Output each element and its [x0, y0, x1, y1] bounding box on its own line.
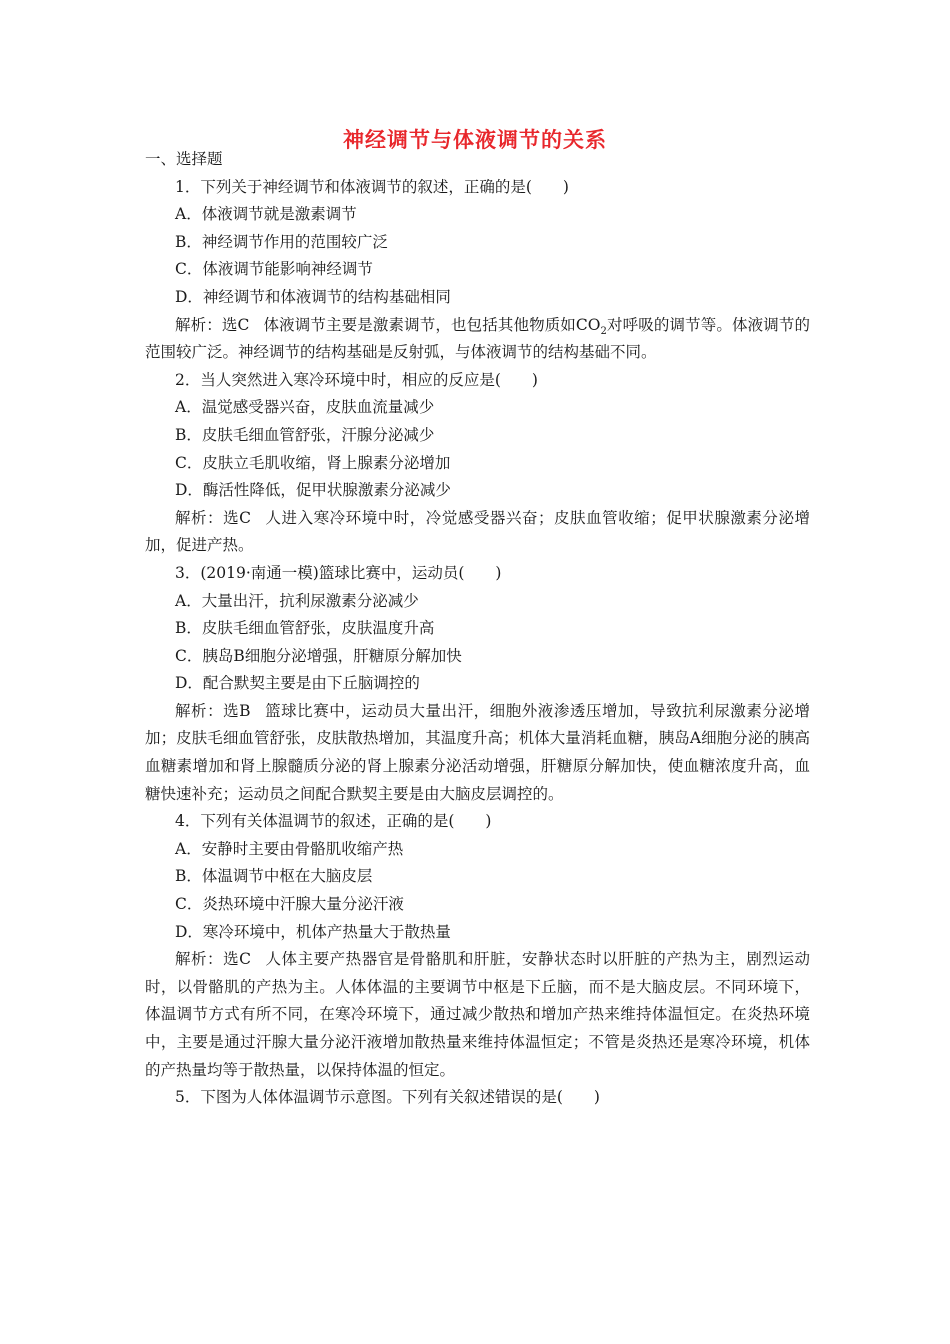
analysis-text: 人体主要产热器官是骨骼肌和肝脏，安静状态时以肝脏的产热为主，剧烈运动时，以骨骼肌的产热为主。人体体温的主要调节中枢是下丘脑，而不是大脑皮层。不同环境下，体温调节方式有所不同，在寒冷环境下，通过减少散热和增加产热来维持体温恒定。在炎热环境中，主要是通过汗腺大量分泌汗液增加散热量来维持体温恒定；不管是炎热还是寒冷环境，机体的产热量均等于散热量，以保持体温的恒定。	[145, 950, 810, 1079]
question-2-option-d: D．酶活性降低，促甲状腺激素分泌减少	[175, 481, 451, 500]
question-4-option-d: D．寒冷环境中，机体产热量大于散热量	[175, 922, 451, 941]
question-4-option-a: A．安静时主要由骨骼肌收缩产热	[175, 839, 404, 858]
analysis-label: 解析：选C	[175, 315, 250, 334]
analysis-text: 体液调节主要是激素调节，也包括其他物质如CO	[263, 315, 601, 334]
document-title: 神经调节与体液调节的关系	[343, 128, 607, 152]
question-3-option-d: D．配合默契主要是由下丘脑调控的	[175, 674, 420, 693]
question-5-stem: 5．下图为人体体温调节示意图。下列有关叙述错误的是( )	[175, 1088, 600, 1107]
question-1-stem: 1．下列关于神经调节和体液调节的叙述，正确的是( )	[175, 177, 569, 196]
analysis-label: 解析：选C	[175, 508, 251, 527]
question-4-analysis	[145, 946, 810, 1084]
question-4-stem: 4．下列有关体温调节的叙述，正确的是( )	[175, 812, 492, 831]
analysis-label: 解析：选C	[175, 950, 251, 969]
question-3-analysis	[145, 698, 810, 808]
question-1-option-a: A．体液调节就是激素调节	[175, 205, 357, 224]
analysis-label: 解析：选B	[175, 701, 251, 720]
question-4-option-b: B．体温调节中枢在大脑皮层	[175, 867, 373, 886]
analysis-subscript: 2	[600, 325, 607, 337]
question-2-option-c: C．皮肤立毛肌收缩，肾上腺素分泌增加	[175, 453, 451, 472]
question-1-analysis	[145, 312, 810, 367]
question-3-option-a: A．大量出汗，抗利尿激素分泌减少	[175, 591, 419, 610]
question-2-stem: 2．当人突然进入寒冷环境中时，相应的反应是( )	[175, 370, 538, 389]
question-3-option-b: B．皮肤毛细血管舒张，皮肤温度升高	[175, 619, 435, 638]
analysis-text: 人进入寒冷环境中时，冷觉感受器兴奋；皮肤血管收缩；促甲状腺激素分泌增加，促进产热。	[145, 508, 810, 555]
question-1-option-b: B．神经调节作用的范围较广泛	[175, 232, 388, 251]
question-2-option-a: A．温觉感受器兴奋，皮肤血流量减少	[175, 398, 435, 417]
analysis-text: 篮球比赛中，运动员大量出汗，细胞外液渗透压增加，导致抗利尿激素分泌增加；皮肤毛细血管舒张，皮肤散热增加，其温度升高；机体大量消耗血糖，胰岛A细胞分泌的胰高血糖素增加和肾上腺髓质分泌的肾上腺素分泌活动增强，肝糖原分解加快，使血糖浓度升高，血糖快速补充；运动员之间配合默契主要是由大脑皮层调控的。	[145, 701, 810, 803]
analysis-text: 对呼吸的调节等。体液调节的范围较广泛。神经调节的结构基础是反射弧，与体液调节的结构基础不同。	[145, 315, 810, 362]
question-1-option-d: D．神经调节和体液调节的结构基础相同	[175, 287, 451, 306]
question-2-analysis	[145, 505, 810, 560]
question-1-option-c: C．体液调节能影响神经调节	[175, 260, 373, 279]
question-4-option-c: C．炎热环境中汗腺大量分泌汗液	[175, 895, 404, 914]
question-3-stem: 3．(2019·南通一模)篮球比赛中，运动员( )	[175, 563, 502, 582]
question-2-option-b: B．皮肤毛细血管舒张，汗腺分泌减少	[175, 425, 435, 444]
document-body	[145, 146, 810, 1112]
section-heading: 一、选择题	[145, 150, 223, 168]
question-3-option-c: C．胰岛B细胞分泌增强，肝糖原分解加快	[175, 646, 462, 665]
